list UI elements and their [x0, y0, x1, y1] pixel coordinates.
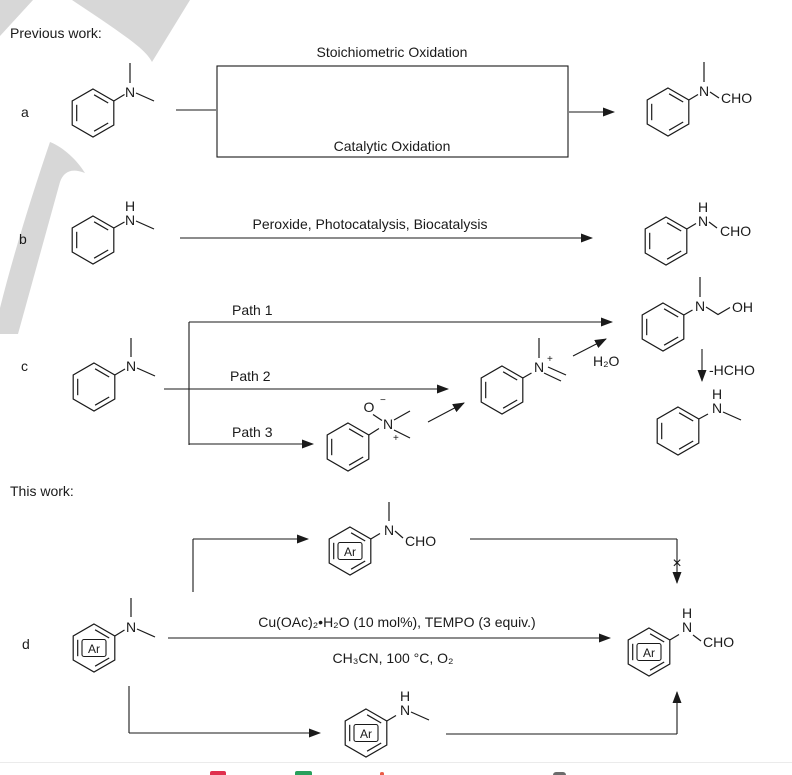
scheme-d-label: d	[22, 636, 30, 652]
bond-line	[693, 635, 701, 641]
bond-line	[373, 415, 382, 421]
bond-line	[115, 369, 125, 375]
benzene-ring	[72, 89, 114, 137]
green-icon-fragment	[295, 771, 312, 775]
no-reaction-cross-icon: ×	[672, 555, 682, 572]
bond-line	[371, 534, 380, 540]
atom-label-n: N	[681, 619, 693, 635]
bond-line	[548, 367, 566, 375]
bond-line	[387, 716, 396, 722]
ar-group-label: Ar	[643, 646, 655, 660]
atom-label-n: N	[383, 522, 395, 538]
bond-line	[709, 222, 717, 228]
scheme-b	[19, 198, 751, 247]
bond-line	[137, 368, 155, 376]
bond-line	[137, 629, 155, 637]
box-label-catalytic: Catalytic Oxidation	[333, 138, 451, 154]
scheme-a-label: a	[21, 104, 29, 120]
byproduct-hcho-label: -HCHO	[709, 362, 755, 378]
bond-line	[723, 412, 741, 420]
group-label-cho: CHO	[720, 223, 752, 239]
atom-label-n: N	[711, 400, 723, 416]
noxide-to-iminium-arrow	[428, 403, 464, 422]
ar-group-label: Ar	[360, 727, 372, 741]
atom-label-n: N	[399, 702, 411, 718]
charge-plus: +	[393, 433, 399, 444]
bond-line	[689, 95, 698, 101]
scheme-d	[22, 502, 734, 741]
bond-line	[369, 429, 379, 436]
reagent-h2o: H₂O	[593, 353, 620, 369]
atom-label-h: H	[399, 688, 411, 704]
atom-label-n: N	[698, 83, 710, 99]
atom-label-n: N	[697, 213, 709, 229]
scheme-a	[21, 44, 752, 157]
ar-group-label: Ar	[88, 642, 100, 656]
bond-line	[684, 310, 693, 315]
atom-label-n: N	[124, 212, 136, 228]
page-watermark	[0, 0, 190, 334]
atom-label-n: N	[125, 619, 137, 635]
scheme-c	[21, 277, 755, 445]
conditions-line-1: Cu(OAc)₂•H₂O (10 mol%), TEMPO (3 equiv.)	[258, 614, 536, 630]
group-label-oh: OH	[732, 299, 753, 315]
benzene-ring	[481, 366, 523, 414]
bond-line	[544, 373, 561, 381]
ar-group-label: Ar	[344, 545, 356, 559]
benzene-ring	[72, 216, 114, 264]
atom-label-n: N	[694, 298, 706, 314]
bond-line	[114, 222, 125, 228]
benzene-ring	[657, 407, 699, 455]
atom-label-n: N	[125, 358, 137, 374]
path-1-label: Path 1	[232, 302, 273, 318]
benzene-ring	[73, 363, 115, 411]
atom-label-n: N	[382, 416, 394, 432]
atom-label-n: N	[533, 359, 545, 375]
bond-line	[136, 93, 154, 101]
charge-minus: −	[380, 395, 386, 406]
section-label-previous-work: Previous work:	[10, 25, 102, 41]
bond-line	[710, 92, 719, 98]
bond-line	[136, 221, 154, 229]
bond-line	[114, 95, 125, 102]
section-label-this-work: This work:	[10, 483, 74, 499]
bond-line	[523, 373, 532, 378]
atom-label-o: O	[363, 399, 375, 415]
path-2-label: Path 2	[230, 368, 271, 384]
conditions-line-2: CH₃CN, 100 °C, O₂	[332, 650, 454, 666]
charge-plus: +	[547, 354, 553, 365]
benzene-ring	[642, 303, 684, 351]
atom-label-n: N	[124, 84, 136, 100]
bond-line	[706, 307, 730, 315]
scheme-b-label: b	[19, 231, 27, 247]
benzene-ring	[647, 88, 689, 136]
bond-line	[411, 712, 429, 720]
bond-line	[115, 630, 125, 636]
footer-divider	[0, 762, 792, 763]
bond-line	[670, 635, 679, 641]
benzene-ring	[645, 217, 687, 265]
group-label-cho: CHO	[721, 90, 753, 106]
scheme-b-conditions: Peroxide, Photocatalysis, Biocatalysis	[252, 216, 488, 232]
bond-line	[394, 411, 410, 420]
atom-label-h: H	[124, 198, 136, 214]
bond-line	[687, 224, 696, 230]
red-icon-fragment	[210, 771, 226, 775]
benzene-ring	[327, 423, 369, 471]
bond-line	[395, 531, 403, 538]
atom-label-h: H	[681, 605, 693, 621]
atom-label-h: H	[711, 386, 723, 402]
scheme-c-bonds	[115, 277, 741, 445]
scheme-c-label: c	[21, 358, 28, 374]
path-3-label: Path 3	[232, 424, 273, 440]
atom-label-h: H	[697, 199, 709, 215]
group-label-cho: CHO	[405, 533, 437, 549]
group-label-cho: CHO	[703, 634, 735, 650]
bond-line	[699, 414, 708, 419]
box-label-stoichiometric: Stoichiometric Oxidation	[316, 44, 468, 60]
